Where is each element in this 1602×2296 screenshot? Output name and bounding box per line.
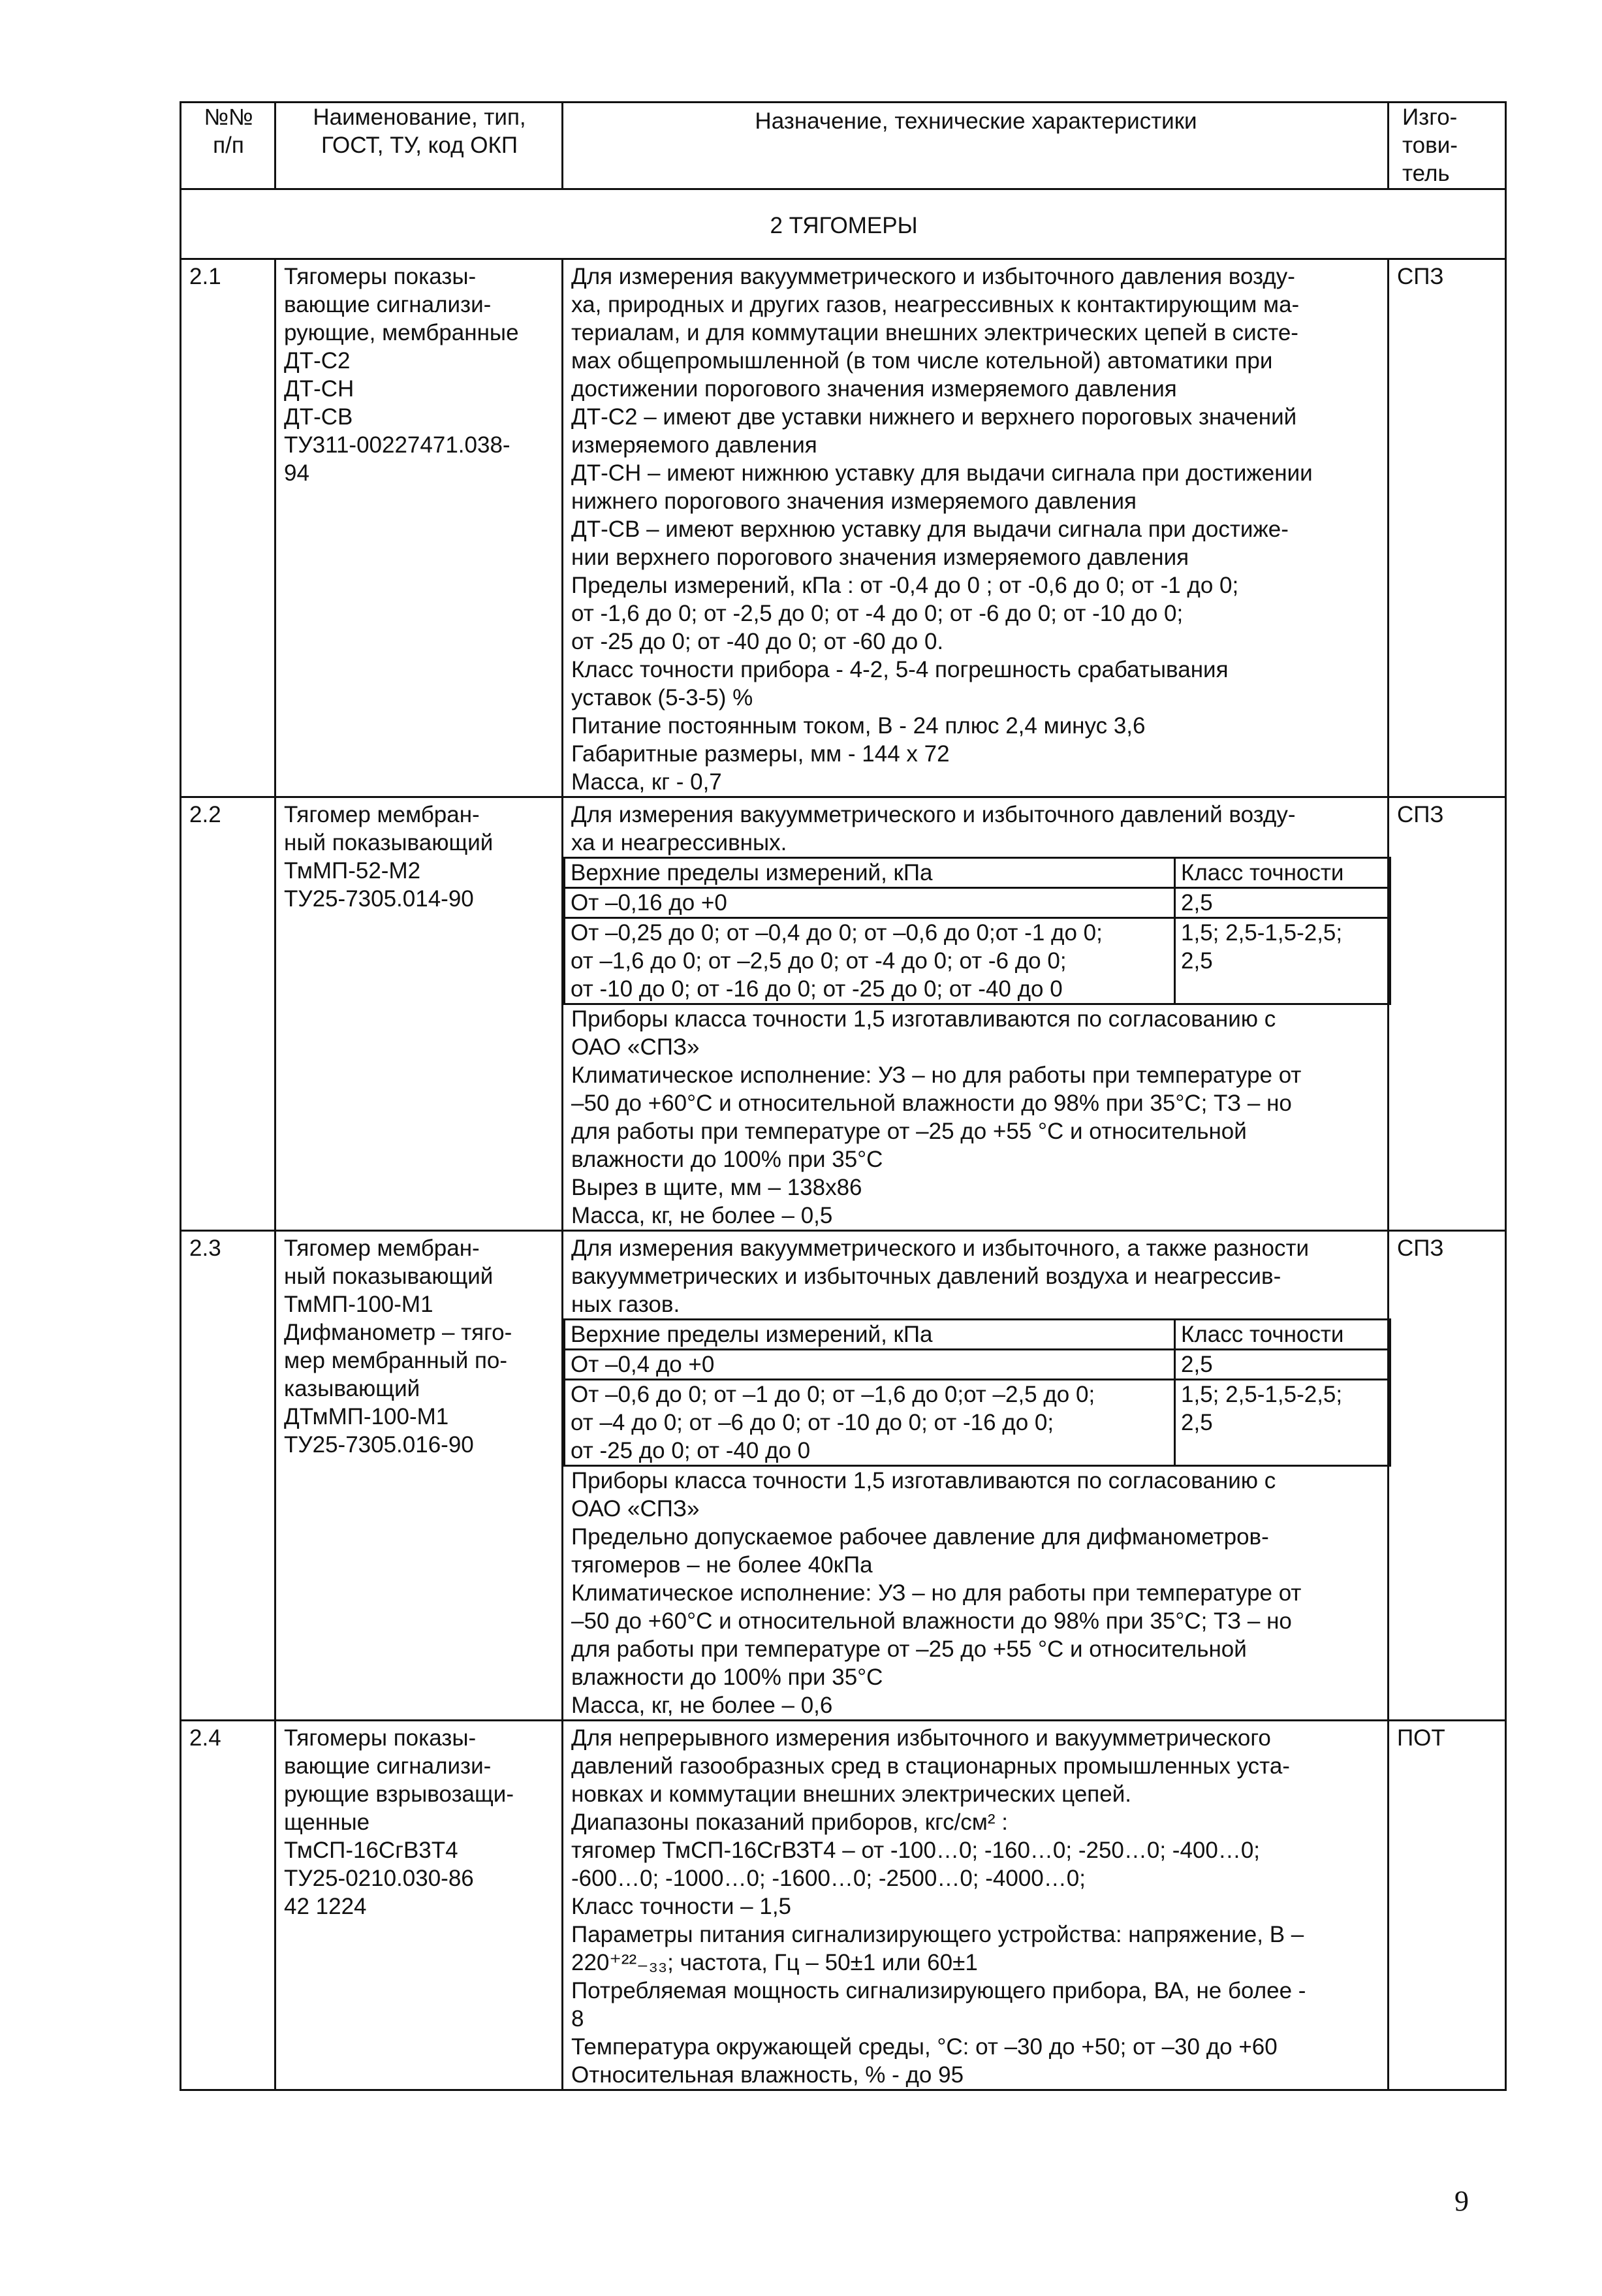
desc-line: Для измерения вакуумметрического и избыточного давлений возду- (571, 802, 1296, 827)
desc-line: Параметры питания сигнализирующего устройства: напряжение, В – (571, 1922, 1304, 1947)
name-line: вающие сигнализи- (284, 292, 492, 317)
document-page (180, 101, 1505, 2091)
name-line: вающие сигнализи- (284, 1753, 492, 1779)
desc-line: ОАО «СПЗ» (571, 1034, 700, 1060)
desc-line: уставок (5-3-5) % (571, 685, 753, 710)
row-description (563, 1721, 1389, 2090)
desc-line: для работы при температуре от –25 до +55 °С и относительной (571, 1636, 1247, 1662)
table-row (181, 259, 1506, 797)
name-line: ТмМП-52-М2 (284, 858, 421, 884)
name-line: Тягомер мембран- (284, 1236, 480, 1261)
table-row (181, 1721, 1506, 2090)
subtable-header (565, 1320, 1390, 1350)
name-line: ДТ-СН (284, 376, 354, 402)
subtable-header-cell: Верхние пределы измерений, кПа (565, 858, 1175, 888)
desc-line: 220⁺²²₋₃₃; частота, Гц – 50±1 или 60±1 (571, 1950, 978, 1975)
subtable-cell: 2,5 (1175, 1350, 1390, 1380)
desc-line: вакуумметрических и избыточных давлений воздуха и неагрессив- (571, 1264, 1281, 1289)
desc-line: 8 (571, 2006, 584, 2032)
name-line: ный показывающий (284, 830, 494, 855)
subtable-header (565, 858, 1390, 888)
header-text: ГОСТ, ТУ, код ОКП (321, 133, 518, 158)
desc-line: Для измерения вакуумметрического и избыточного давления возду- (571, 264, 1295, 289)
section-title: 2 ТЯГОМЕРЫ (181, 189, 1506, 259)
name-line: Тягомеры показы- (284, 1725, 477, 1751)
desc-line: мах общепромышленной (в том числе котельной) автоматики при (571, 348, 1273, 374)
desc-line: влажности до 100% при 35°С (571, 1147, 883, 1172)
row-name (275, 1231, 563, 1721)
header-maker (1389, 103, 1506, 189)
desc-line: ха, природных и других газов, неагрессивных к контактирующим ма- (571, 292, 1300, 317)
desc-line: Температура окружающей среды, °С: от –30 до +50; от –30 до +60 (571, 2034, 1278, 2060)
desc-line: достижении порогового значения измеряемого давления (571, 376, 1177, 402)
desc-line: Потребляемая мощность сигнализирующего прибора, ВА, не более - (571, 1978, 1306, 2003)
row-number: 2.3 (181, 1231, 275, 1721)
desc-line: Приборы класса точности 1,5 изготавливаются по согласованию с (571, 1006, 1276, 1032)
subtable-line: 1,5; 2,5-1,5-2,5; (1181, 1382, 1343, 1407)
table-row (181, 1231, 1506, 1721)
subtable-cell (565, 918, 1175, 1004)
row-maker: СПЗ (1389, 1231, 1506, 1721)
desc-line: –50 до +60°С и относительной влажности до 98% при 35°С; ТЗ – но (571, 1608, 1292, 1634)
name-line: мер мембранный по- (284, 1348, 508, 1373)
header-name (275, 103, 563, 189)
range-subtable (563, 857, 1391, 1005)
desc-line: Приборы класса точности 1,5 изготавливаются по согласованию с (571, 1468, 1276, 1493)
subtable-cell (565, 1380, 1175, 1466)
desc-line: ха и неагрессивных. (571, 830, 787, 855)
name-line: Тягомеры показы- (284, 264, 477, 289)
desc-line: ДТ-С2 – имеют две уставки нижнего и верхнего пороговых значений (571, 404, 1297, 430)
desc-line: ных газов. (571, 1292, 680, 1317)
subtable-cell: 2,5 (1175, 888, 1390, 918)
header-purpose (563, 103, 1389, 189)
desc-line: териалам, и для коммутации внешних электрических цепей в систе- (571, 320, 1298, 345)
row-number: 2.1 (181, 259, 275, 797)
name-line: Дифманометр – тяго- (284, 1320, 512, 1345)
desc-line: Масса, кг, не более – 0,6 (571, 1693, 833, 1718)
subtable-line: от -25 до 0; от -40 до 0 (571, 1438, 811, 1463)
name-line: щенные (284, 1810, 370, 1835)
desc-line: давлений газообразных сред в стационарных промышленных уста- (571, 1753, 1290, 1779)
desc-line: ДТ-СН – имеют нижнюю уставку для выдачи сигнала при достижении (571, 460, 1313, 486)
desc-line: тягомер ТмСП-16СгВЗТ4 – от -100…0; -160…0; -250…0; -400…0; (571, 1838, 1261, 1863)
desc-line: Предельно допускаемое рабочее давление для дифманометров- (571, 1524, 1269, 1550)
header-text: №№ (204, 104, 253, 130)
subtable-row (565, 1350, 1390, 1380)
desc-line: от -1,6 до 0; от -2,5 до 0; от -4 до 0; от -6 до 0; от -10 до 0; (571, 601, 1184, 626)
desc-line: Габаритные размеры, мм - 144 х 72 (571, 741, 950, 767)
subtable-line: 2,5 (1181, 948, 1213, 974)
name-line: рующие взрывозащи- (284, 1781, 514, 1807)
desc-line: Питание постоянным током, В - 24 плюс 2,4 минус 3,6 (571, 713, 1146, 739)
name-line: Тягомер мембран- (284, 802, 480, 827)
desc-line: Пределы измерений, кПа : от -0,4 до 0 ; от -0,6 до 0; от -1 до 0; (571, 573, 1239, 598)
table-header-row (181, 103, 1506, 189)
desc-line: новках и коммутации внешних электрических цепей. (571, 1781, 1131, 1807)
name-line: ТУ25-7305.014-90 (284, 886, 474, 912)
header-text: Назначение, технические характеристики (755, 108, 1197, 134)
desc-line: Относительная влажность, % - до 95 (571, 2062, 964, 2088)
header-number (181, 103, 275, 189)
name-line: ТУ311-00227471.038- (284, 432, 510, 458)
subtable-line: От –0,6 до 0; от –1 до 0; от –1,6 до 0;от –2,5 до 0; (571, 1382, 1095, 1407)
subtable-line: От –0,25 до 0; от –0,4 до 0; от –0,6 до 0;от -1 до 0; (571, 920, 1103, 946)
subtable-row (565, 918, 1390, 1004)
name-line: ный показывающий (284, 1264, 494, 1289)
name-line: ДТ-СВ (284, 404, 353, 430)
row-name (275, 1721, 563, 2090)
name-line: ТУ25-0210.030-86 (284, 1866, 474, 1891)
desc-line: –50 до +60°С и относительной влажности до 98% при 35°С; ТЗ – но (571, 1091, 1292, 1116)
desc-line: влажности до 100% при 35°С (571, 1665, 883, 1690)
row-maker: ПОТ (1389, 1721, 1506, 2090)
row-name (275, 259, 563, 797)
subtable-cell: От –0,16 до +0 (565, 888, 1175, 918)
desc-line: Класс точности прибора - 4-2, 5-4 погрешность срабатывания (571, 657, 1229, 682)
subtable-line: 2,5 (1181, 1410, 1213, 1435)
equipment-table (180, 101, 1507, 2091)
subtable-header-cell: Класс точности (1175, 1320, 1390, 1350)
desc-line: Для непрерывного измерения избыточного и вакуумметрического (571, 1725, 1271, 1751)
subtable-cell (1175, 1380, 1390, 1466)
desc-line: Для измерения вакуумметрического и избыточного, а также разности (571, 1236, 1310, 1261)
subtable-cell: От –0,4 до +0 (565, 1350, 1175, 1380)
subtable-header-cell: Класс точности (1175, 858, 1390, 888)
header-text: Изго- (1402, 104, 1458, 130)
name-line: рующие, мембранные (284, 320, 519, 345)
section-row (181, 189, 1506, 259)
table-row (181, 797, 1506, 1231)
name-line: ТмСП-16СгВ3Т4 (284, 1838, 458, 1863)
header-text: Наименование, тип, (313, 104, 526, 130)
desc-line: измеряемого давления (571, 432, 817, 458)
name-line: ТУ25-7305.016-90 (284, 1432, 474, 1458)
row-number: 2.2 (181, 797, 275, 1231)
desc-line: -600…0; -1000…0; -1600…0; -2500…0; -4000…0; (571, 1866, 1086, 1891)
desc-line: нии верхнего порогового значения измеряемого давления (571, 545, 1189, 570)
name-line: ДТ-С2 (284, 348, 351, 374)
desc-line: Масса, кг, не более – 0,5 (571, 1203, 833, 1228)
header-text: тови- (1402, 133, 1458, 158)
name-line: 94 (284, 460, 309, 486)
row-maker: СПЗ (1389, 797, 1506, 1231)
row-description (563, 259, 1389, 797)
row-maker: СПЗ (1389, 259, 1506, 797)
header-text: п/п (213, 133, 244, 158)
desc-line: ОАО «СПЗ» (571, 1496, 700, 1522)
subtable-row (565, 1380, 1390, 1466)
row-number: 2.4 (181, 1721, 275, 2090)
subtable-line: от –1,6 до 0; от –2,5 до 0; от -4 до 0; от -6 до 0; (571, 948, 1067, 974)
desc-line: от -25 до 0; от -40 до 0; от -60 до 0. (571, 629, 944, 654)
subtable-line: от -10 до 0; от -16 до 0; от -25 до 0; от -40 до 0 (571, 976, 1063, 1002)
desc-line: Вырез в щите, мм – 138х86 (571, 1175, 862, 1200)
desc-line: для работы при температуре от –25 до +55 °С и относительной (571, 1119, 1247, 1144)
subtable-cell (1175, 918, 1390, 1004)
subtable-line: от –4 до 0; от –6 до 0; от -10 до 0; от -16 до 0; (571, 1410, 1054, 1435)
row-description (563, 1231, 1389, 1721)
desc-line: ДТ-СВ – имеют верхнюю уставку для выдачи сигнала при достиже- (571, 517, 1289, 542)
desc-line: нижнего порогового значения измеряемого давления (571, 488, 1137, 514)
header-text: тель (1402, 161, 1450, 186)
desc-line: тягомеров – не более 40кПа (571, 1552, 873, 1578)
desc-line: Класс точности – 1,5 (571, 1894, 792, 1919)
page-number: 9 (1454, 2185, 1469, 2217)
subtable-line: 1,5; 2,5-1,5-2,5; (1181, 920, 1343, 946)
desc-line: Масса, кг - 0,7 (571, 769, 722, 795)
name-line: ТмМП-100-М1 (284, 1292, 433, 1317)
name-line: 42 1224 (284, 1894, 367, 1919)
name-line: ДТмМП-100-М1 (284, 1404, 449, 1429)
subtable-row (565, 888, 1390, 918)
desc-line: Климатическое исполнение: УЗ – но для работы при температуре от (571, 1062, 1302, 1088)
subtable-header-cell: Верхние пределы измерений, кПа (565, 1320, 1175, 1350)
desc-line: Климатическое исполнение: УЗ – но для работы при температуре от (571, 1580, 1302, 1606)
range-subtable (563, 1318, 1391, 1467)
row-description (563, 797, 1389, 1231)
name-line: казывающий (284, 1376, 420, 1401)
desc-line: Диапазоны показаний приборов, кгс/см² : (571, 1810, 1008, 1835)
row-name (275, 797, 563, 1231)
